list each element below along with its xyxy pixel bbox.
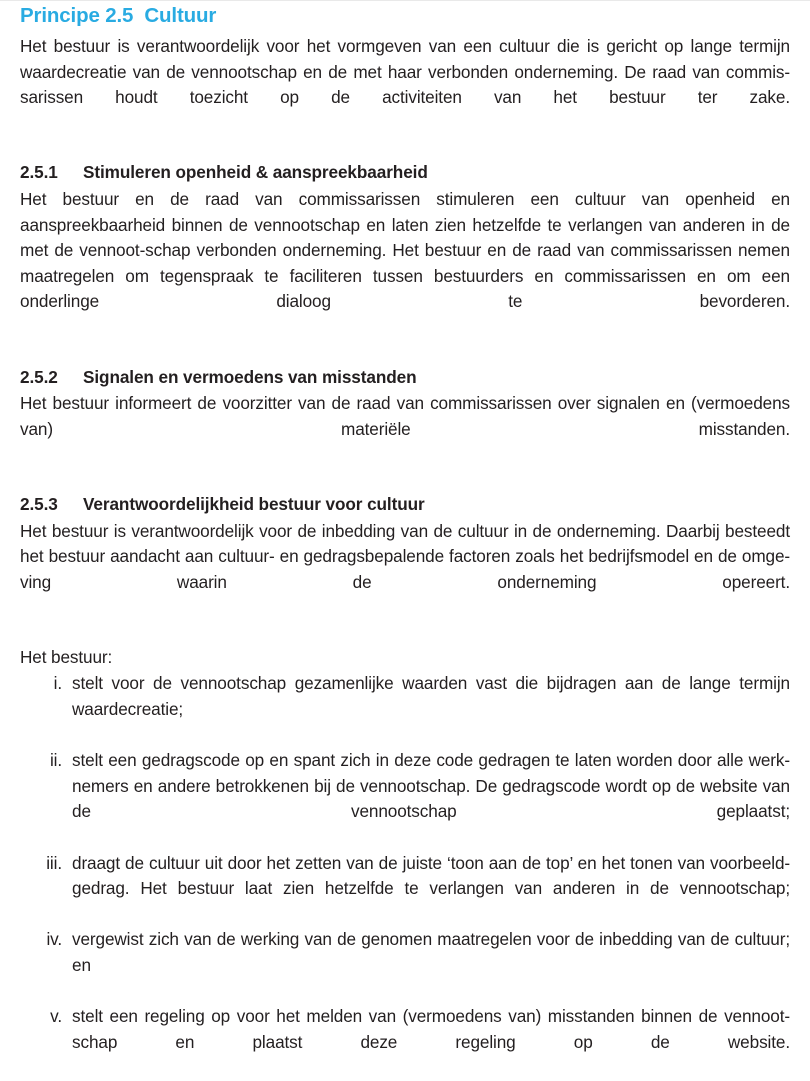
list-item-text: stelt een regeling op voor het melden van (vermoedens van) misstanden binnen de vennoot-schap en plaatst deze regeling op de website. bbox=[72, 1006, 790, 1052]
list-item bbox=[20, 671, 790, 748]
list-item-text: stelt voor de vennootschap gezamenlijke waarden vast die bijdragen aan de lange termijn waardecreatie; bbox=[72, 673, 790, 720]
list-item-text: draagt de cultuur uit door het zetten van de juiste ‘toon aan de top’ en het tonen van voorbeeld-gedrag. Het bestuur laat zien hetzelfde te verlangen van anderen in de vennootschap; bbox=[72, 852, 790, 899]
list-item-marker: iv. bbox=[46, 929, 62, 950]
section-heading-2-5-2 bbox=[20, 365, 790, 391]
section-paragraph-2-5-1: Het bestuur en de raad van commissarissen stimuleren een cultuur van openheid en aanspreekbaarheid binnen de vennootschap en laten zien hetzelfde te verlangen van anderen in de met de vennoot-schap verbonden onderneming. Het bestuur en de raad van commissarissen nemen maatregelen om tegenspraak te faciliteren tussen bestuurders en commissarissen en om een onderlinge dialoog te bevorderen. bbox=[20, 188, 790, 312]
list-item-marker: i. bbox=[53, 673, 62, 694]
section-title-2-5-2: Signalen en vermoedens van misstanden bbox=[83, 366, 417, 387]
list-item-text: vergewist zich van de werking van de genomen maatregelen voor de inbedding van de cultuur; en bbox=[72, 929, 790, 975]
page-title: Principe 2.5 Cultuur bbox=[20, 4, 217, 27]
section-title-2-5-3: Verantwoordelijkheid bestuur voor cultuur bbox=[83, 493, 425, 514]
section-2-5-3 bbox=[20, 492, 790, 621]
section-title-2-5-1: Stimuleren openheid & aanspreekbaarheid bbox=[83, 162, 428, 183]
intro-paragraph: Het bestuur is verantwoordelijk voor het vormgeven van een cultuur die is gericht op lange termijn waardecreatie van de vennootschap en de met haar verbonden onderneming. De raad van commis-sarissen houdt toezicht op de activiteiten van het bestuur ter zake. bbox=[20, 36, 790, 108]
list-item-marker: v. bbox=[50, 1006, 62, 1027]
section-paragraph-2-5-3: Het bestuur is verantwoordelijk voor de inbedding van de cultuur in de onderneming. Daarbij besteedt het bestuur aandacht aan cultuur- en gedragsbepalende factoren zoals het bedrijfsmodel en de omge-ving waarin de onderneming opereert. bbox=[20, 520, 790, 592]
section-heading-2-5-3 bbox=[20, 492, 790, 518]
list-item bbox=[20, 1004, 790, 1081]
list-item bbox=[20, 851, 790, 928]
list-item-text: stelt een gedragscode op en spant zich in deze code gedragen te laten worden door alle werk-nemers en andere betrokkenen bij de vennootschap. De gedragscode wordt op de website van de vennootschap geplaatst; bbox=[72, 750, 790, 822]
section-heading-2-5-1 bbox=[20, 160, 790, 186]
section-number-2-5-2: 2.5.2 bbox=[20, 366, 58, 387]
list-item bbox=[20, 748, 790, 850]
section-2-5-1 bbox=[20, 160, 790, 340]
section-paragraph-2-5-2: Het bestuur informeert de voorzitter van de raad van commissarissen over signalen en (vermoedens van) materiële misstanden. bbox=[20, 393, 790, 439]
section-2-5-2 bbox=[20, 365, 790, 468]
section-number-2-5-1: 2.5.1 bbox=[20, 162, 58, 183]
list-lead-in: Het bestuur: bbox=[20, 646, 113, 667]
roman-numeral-list bbox=[20, 671, 790, 1081]
list-item-marker: ii. bbox=[49, 750, 62, 771]
list-item bbox=[20, 927, 790, 1004]
intro-paragraph-block bbox=[20, 34, 790, 136]
section-number-2-5-3: 2.5.3 bbox=[20, 493, 58, 514]
enumerated-duties-block bbox=[20, 645, 790, 1081]
list-item-marker: iii. bbox=[46, 852, 62, 873]
